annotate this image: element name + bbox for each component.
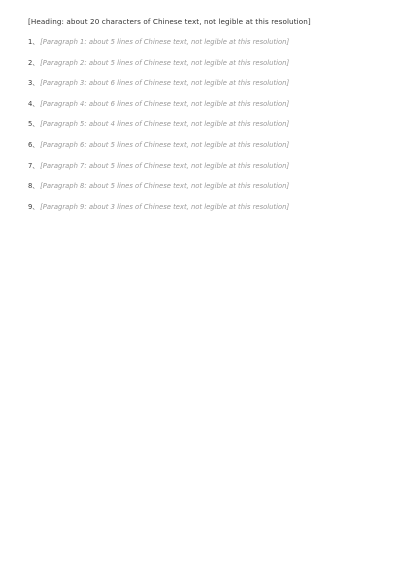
paragraph-text: [Paragraph 7: about 5 lines of Chinese text, not legible at this resolution] [40, 161, 290, 170]
paragraph-number: 9、 [28, 202, 40, 211]
paragraph-text: [Paragraph 2: about 5 lines of Chinese text, not legible at this resolution] [40, 58, 290, 67]
paragraph-4 [28, 99, 386, 111]
paragraph-9 [28, 202, 386, 214]
paragraph-7 [28, 161, 386, 173]
paragraph-text: [Paragraph 4: about 6 lines of Chinese text, not legible at this resolution] [40, 99, 290, 108]
paragraph-text: [Paragraph 9: about 3 lines of Chinese text, not legible at this resolution] [40, 202, 290, 211]
paragraph-text: [Paragraph 3: about 6 lines of Chinese text, not legible at this resolution] [40, 79, 290, 88]
paragraph-text: [Paragraph 5: about 4 lines of Chinese text, not legible at this resolution] [40, 120, 290, 129]
paragraph-number: 2、 [28, 58, 40, 67]
paragraph-6 [28, 140, 386, 152]
paragraph-number: 3、 [28, 79, 40, 88]
paragraph-number: 1、 [28, 38, 40, 46]
paragraph-number: 5、 [28, 120, 40, 129]
paragraph-1 [28, 37, 386, 49]
paragraph-5 [28, 119, 386, 131]
paragraph-number: 8、 [28, 182, 40, 191]
paragraph-number: 4、 [28, 99, 40, 108]
document-title: [Heading: about 20 characters of Chinese text, not legible at this resolution] [28, 17, 311, 26]
paragraph-text: [Paragraph 1: about 5 lines of Chinese text, not legible at this resolution] [40, 38, 290, 46]
paragraph-text: [Paragraph 6: about 5 lines of Chinese text, not legible at this resolution] [40, 140, 290, 149]
paragraph-2 [28, 58, 386, 70]
paragraph-number: 7、 [28, 161, 40, 170]
paragraph-number: 6、 [28, 140, 40, 149]
paragraph-8 [28, 181, 386, 193]
paragraph-text: [Paragraph 8: about 5 lines of Chinese text, not legible at this resolution] [40, 182, 290, 191]
paragraph-3 [28, 78, 386, 90]
